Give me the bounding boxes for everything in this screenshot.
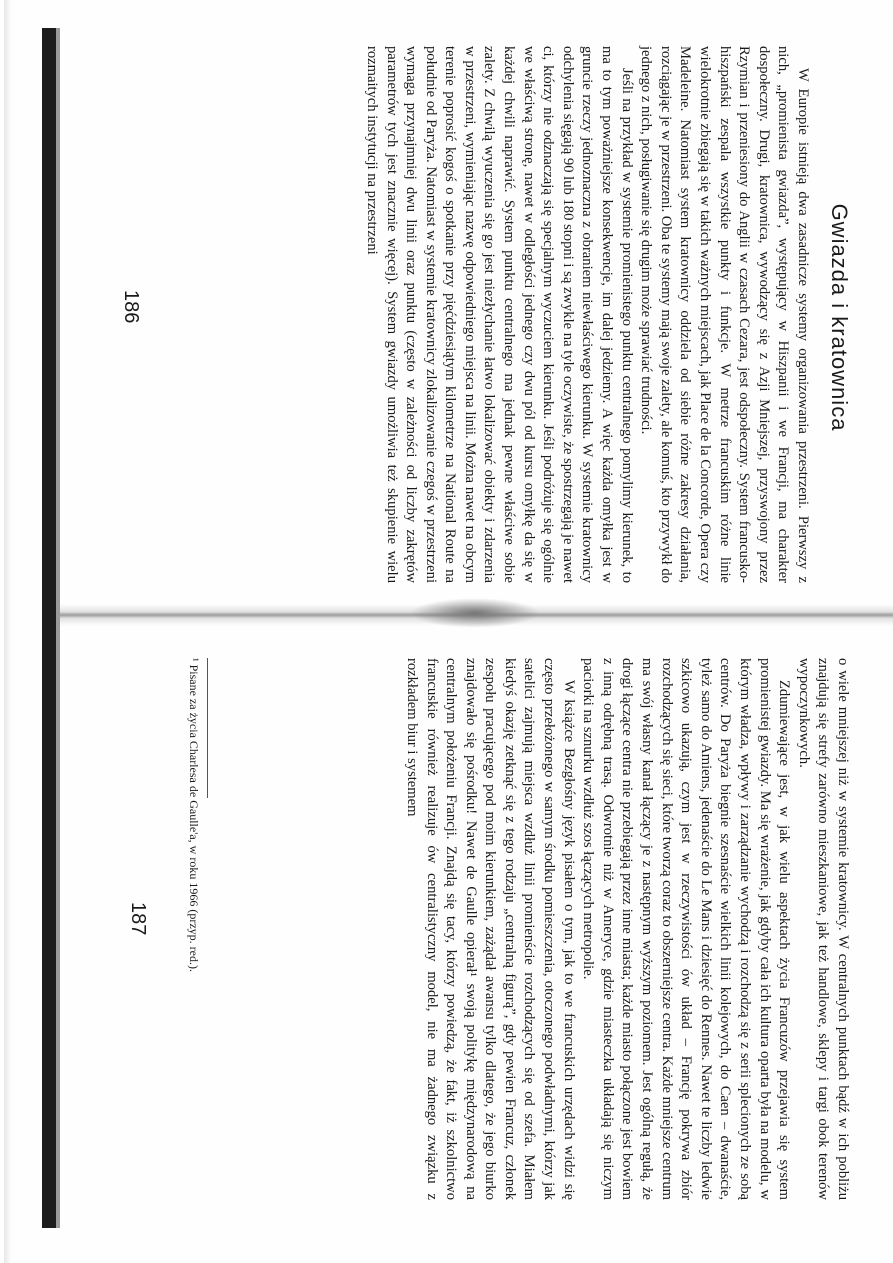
paragraph: W Europie istnieją dwa zasadnicze systemy organizowania przestrzeni. Pierwszy z nich, „promienista gwiazda”, występujący w Hiszpanii i we Francji, ma charakter dospołeczny. Drugi, kratownica, wywodzący się z Azji Mniejszej, przyswojony przez Rzymian i przeniesiony do Anglii w czasach Cezara, jest odspołeczny. System francusko-hiszpański zespala wszystkie punkty i funkcje. W metrze francuskim różne linie wielokrotnie zbiegają się w takich ważnych miejscach, jak Place de la Concorde, Opera czy Madeleine. Natomiast system kratownicy oddziela od siebie różne zakresy działania, rozciągając je w przestrzeni. Oba te systemy mają swoje zalety, ale komuś, kto przywykł do jednego z nich, posługiwanie się drugim może sprawiać trudności. <box>638 46 811 583</box>
scanner-border-bar <box>42 28 56 1228</box>
paragraph: Jeśli na przykład w systemie promienistego punktu centralnego pomylimy kierunek, to ma to tym poważniejsze konsekwencje, im dalej jedziemy. A więc każda omyłka jest w gruncie rzeczy jednoznaczna z obraniem niewłaściwego kierunku. W systemie kratownicy odchylenia sięgają 90 lub 180 stopni i są zwykle na tyle oczywiste, że spostrzegają je nawet ci, którzy nie odznaczają się specjalnym wyczuciem kierunku. Jeśli podróżuje się ogólnie we właściwą stronę, nawet w odległości jednego czy dwu pól od kursu omyłkę da się w każdej chwili naprawić. System punktu centralnego ma jednak pewne właściwe sobie zalety. Z chwilą wyuczenia się go jest niezłychanie łatwo lokalizować obiekty i zdarzenia w przestrzeni, wymieniając nazwę odpowiedniego miejsca na linii. Można nawet na obcym terenie poprosić kogoś o spotkanie przy pięćdziesiątym kilometrze na National Route na południe od Paryża. Natomiast w systemie kratownicy zlokalizowanie czegoś w przestrzeni wymaga przynajmniej dwu linii oraz punktu (często w zależności od liczby zakrętów parametrów tych jest znacznie więcej). System gwiazdy umożliwia też skupienie wielu rozmaitych instytucji na przestrzeni <box>363 46 635 583</box>
page-186 <box>92 40 852 595</box>
page-187-body <box>401 652 852 1212</box>
running-head: Gwiazda i kratownica <box>827 203 852 432</box>
book-gutter-shadow <box>410 598 540 628</box>
page-186-body <box>361 40 812 595</box>
paragraph: W książce Bezgłośny język pisałem o tym, jak to we francuskich urzędach widzi się często przełożonego w samym środku pomieszczenia, otoczonego podwładnymi, którzy jak satelici zajmują miejsca wzdłuż linii promienście rozchodzących się od szefa. Miałem kiedyś okazję zetknąć się z tego rodzaju „centralną figurą”, gdy pewien Francuz, członek zespołu pracującego pod moim kierunkiem, zażądał awansu tylko dlatego, że jego biurko znajdowało się pośrodku! Nawet de Gaulle opierał¹ swoją politykę międzynarodową na centralnym położeniu Francji. Znajdą się tacy, którzy powiedzą, że fakt, iż szkolnictwo francuskie również realizuje ów centralistyczny model, nie ma żadnego związku z rozkładem biur i systemem <box>403 658 577 1200</box>
paragraph: Zdumiewające jest, w jak wielu aspektach życia Francuzów przejawia się system promienistej gwiazdy. Ma się wrażenie, jak gdyby cała ich kultura oparta była na modelu, w którym władza, wpływy i zarządzanie wychodzą i rozchodzą się z serii splecionych ze sobą centrów. Do Paryża biegnie szesnaście wielkich linii kolejowych, do Caen – dwanaście, tyleż samo do Amiens, jedenaście do Le Mans i dziesięć do Rennes. Nawet te liczby ledwie szkicowo ukazują, czym jest w rzeczywistości ów układ – Francję pokrywa zbiór rozchodzących się sieci, które tworzą coraz to obszerniejsze centra. Każde mniejsze centrum ma swój własny kanał łączący je z następnym wyższym poziomem. Jest ogólną regułą, że drogi łączące centra nie przebiegają przez inne miasta; każde miasto połączone jest bowiem z inną odrębną trasą. Odwrotnie niż w Ameryce, gdzie miasteczka układają się niczym paciorki na sznurku wzdłuż szos łączących metropolie. <box>580 658 793 1200</box>
footnote-rule <box>207 658 208 798</box>
footnote: ¹ Pisane za życia Charlesa de Gaulle'a, w roku 1966 (przyp. red.). <box>187 658 201 972</box>
scanner-edge <box>0 0 12 1263</box>
page-number: 186 <box>120 290 142 324</box>
paragraph: o wiele mniejszej niż w systemie kratownicy. W centralnych punktach bądź w ich pobliżu znajdują się strefy zarówno mieszkaniowe, jak też handlowe, sklepy i targi obok terenów wypoczynkowych. <box>795 658 851 1200</box>
page-number: 187 <box>127 902 149 936</box>
scanner-border-shadow <box>56 28 60 1228</box>
page-187 <box>92 652 852 1212</box>
